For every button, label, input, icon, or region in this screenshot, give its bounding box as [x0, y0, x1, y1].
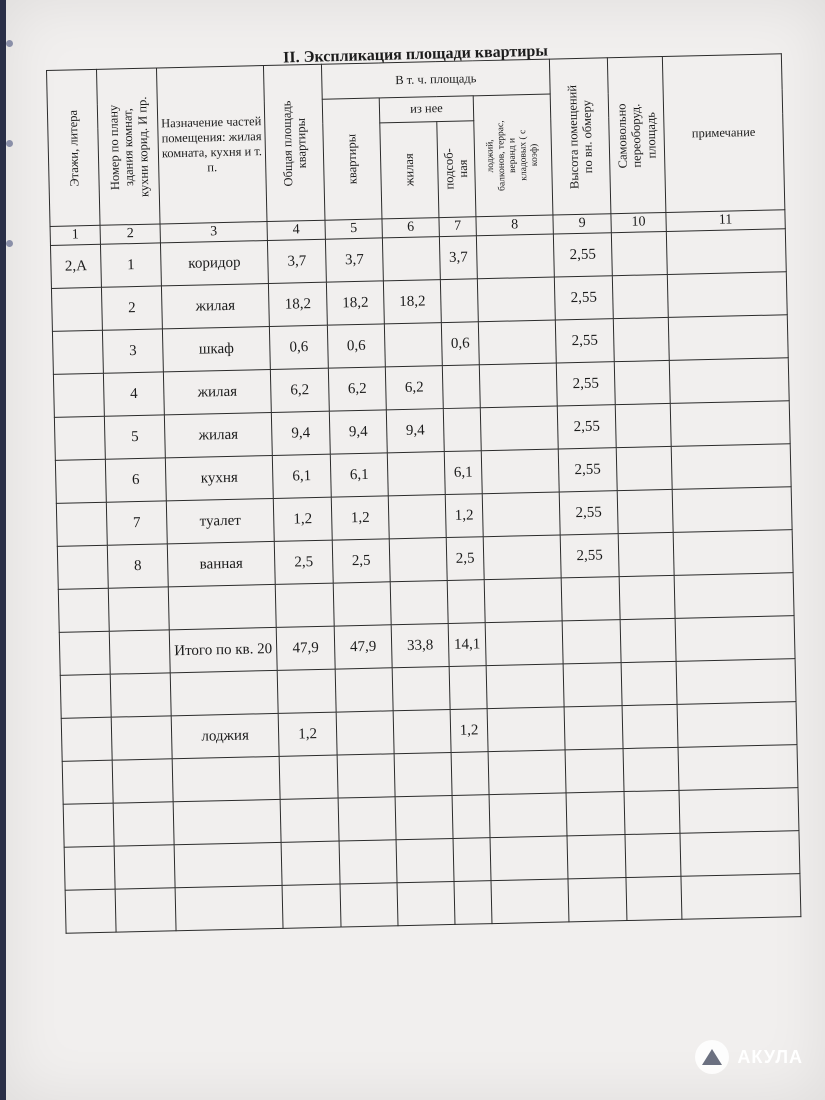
utility-area-cell: 6,1: [444, 451, 482, 495]
room-name-cell: ванная: [167, 541, 275, 586]
note-cell: [669, 358, 789, 404]
apartment-area-cell: 9,4: [329, 410, 387, 454]
floor-cell: [53, 373, 104, 417]
total-area-cell: 2,5: [274, 540, 333, 584]
self-rebuild-cell: [613, 317, 669, 361]
document-title: II. Экспликация площади квартиры: [282, 42, 549, 67]
self-rebuild-cell: [617, 489, 673, 533]
column-number: 9: [553, 214, 611, 234]
room-number-cell: 2: [101, 286, 162, 330]
note-cell: [666, 229, 786, 275]
apartment-area-cell: 1,2: [331, 496, 389, 540]
utility-area-cell: [443, 408, 481, 452]
self-rebuild-cell: [616, 446, 672, 490]
loggia-area-cell: [476, 234, 554, 279]
binder-hole: [6, 40, 13, 47]
utility-area-cell: [442, 365, 480, 409]
utility-area-cell: 0,6: [441, 322, 479, 366]
height-cell: 2,55: [555, 319, 614, 363]
utility-area-cell: 2,5: [446, 537, 484, 581]
floor-cell: [57, 545, 108, 589]
utility-area-cell: 3,7: [439, 236, 477, 280]
floor-cell: [52, 330, 103, 374]
header-total-area: Общая площадь квартиры: [263, 64, 325, 221]
living-area-cell: [387, 452, 445, 496]
column-number: 4: [267, 220, 325, 240]
total-area-cell: 9,4: [271, 411, 330, 455]
total-area-cell: 3,7: [267, 239, 326, 283]
height-cell: 2,55: [557, 405, 616, 449]
apartment-area-cell: 6,2: [328, 367, 386, 411]
height-cell: 2,55: [553, 233, 612, 277]
height-cell: 2,55: [554, 276, 613, 320]
living-area-cell: 18,2: [383, 280, 441, 324]
loggia-total-value: 1,2: [278, 712, 337, 756]
loggia-area-cell: [479, 363, 557, 408]
column-number: 7: [439, 217, 476, 237]
note-cell: [671, 444, 791, 490]
header-purpose: Назначение частей помещения: жилая комната, кухня и т. п.: [156, 66, 267, 224]
utility-area-cell: 1,2: [445, 494, 483, 538]
room-number-cell: 1: [100, 243, 161, 287]
total-apartment-value: 47,9: [334, 625, 392, 669]
room-name-cell: жилая: [163, 369, 271, 414]
floor-cell: [55, 459, 106, 503]
total-living-value: 33,8: [391, 624, 449, 668]
total-label: Итого по кв. 20: [169, 627, 277, 672]
room-name-cell: кухня: [165, 455, 273, 500]
header-living: жилая: [380, 122, 439, 219]
room-name-cell: коридор: [160, 241, 268, 286]
header-of-which: из нее: [379, 96, 474, 123]
explication-table: [46, 53, 801, 933]
header-room-number: Номер по плану здания комнат, кухни корид. И пр.: [96, 68, 160, 225]
height-cell: 2,55: [556, 362, 615, 406]
header-self-rebuild: Самовольно переоборуд. площадь: [607, 57, 666, 214]
total-area-cell: 0,6: [269, 325, 328, 369]
loggia-utility-value: 1,2: [450, 709, 488, 753]
room-number-cell: 4: [103, 372, 164, 416]
room-name-cell: жилая: [161, 284, 269, 329]
binder-hole: [6, 140, 13, 147]
living-area-cell: [389, 538, 447, 582]
header-incl-area: В т. ч. площадь: [321, 59, 550, 99]
header-apartment: квартиры: [322, 98, 382, 220]
column-number: 10: [611, 212, 666, 232]
total-area-cell: 6,2: [270, 368, 329, 412]
header-loggia: лоджий, балконов, террас, веранд и кладовых ( с коэф): [473, 94, 553, 217]
self-rebuild-cell: [611, 231, 667, 275]
header-utility: подсоб- ная: [437, 121, 476, 218]
height-cell: 2,55: [558, 448, 617, 492]
loggia-area-cell: [481, 449, 559, 494]
room-number-cell: 5: [104, 415, 165, 459]
floor-cell: 2,А: [50, 244, 101, 288]
note-cell: [670, 401, 790, 447]
room-number-cell: 6: [105, 458, 166, 502]
loggia-area-cell: [478, 320, 556, 365]
note-cell: [668, 315, 788, 361]
living-area-cell: 6,2: [385, 366, 443, 410]
column-number: 5: [325, 219, 382, 239]
explication-sheet: [46, 53, 800, 929]
room-name-cell: туалет: [166, 498, 274, 543]
total-area-cell: 6,1: [272, 454, 331, 498]
living-area-cell: 9,4: [386, 409, 444, 453]
height-cell: 2,55: [559, 491, 618, 535]
loggia-area-cell: [477, 277, 555, 322]
self-rebuild-cell: [612, 274, 668, 318]
note-cell: [667, 272, 787, 318]
apartment-area-cell: 0,6: [327, 324, 385, 368]
header-floor: Этажи, литера: [47, 69, 101, 226]
column-number: 11: [666, 210, 785, 232]
room-number-cell: 3: [102, 329, 163, 373]
document-page: [6, 0, 825, 1100]
column-number: 2: [100, 224, 160, 244]
loggia-label: лоджия: [171, 713, 279, 758]
loggia-area-cell: [482, 492, 560, 537]
self-rebuild-cell: [615, 403, 671, 447]
watermark-logo: [695, 1040, 803, 1074]
loggia-area-cell: [480, 406, 558, 451]
floor-cell: [51, 287, 102, 331]
header-note: примечание: [662, 54, 785, 213]
shark-logo-icon: [695, 1040, 729, 1074]
room-number-cell: 8: [107, 544, 168, 588]
column-number: 6: [382, 218, 439, 238]
height-cell: 2,55: [560, 534, 619, 578]
column-number: 3: [160, 222, 267, 243]
header-height: Высота помещений по вн. обмеру: [549, 58, 611, 215]
note-cell: [672, 487, 792, 533]
living-area-cell: [388, 495, 446, 539]
column-number: 8: [476, 215, 553, 236]
utility-area-cell: [440, 279, 478, 323]
apartment-area-cell: 6,1: [330, 453, 388, 497]
total-area-value: 47,9: [276, 626, 335, 670]
room-name-cell: шкаф: [162, 326, 270, 371]
note-cell: [673, 530, 793, 576]
self-rebuild-cell: [614, 360, 670, 404]
binder-hole: [6, 240, 13, 247]
apartment-area-cell: 3,7: [325, 238, 383, 282]
floor-cell: [54, 416, 105, 460]
watermark-text: АКУЛА: [737, 1046, 803, 1067]
room-name-cell: жилая: [164, 412, 272, 457]
self-rebuild-cell: [618, 532, 674, 576]
total-utility-value: 14,1: [448, 623, 486, 667]
living-area-cell: [382, 237, 440, 281]
room-number-cell: 7: [106, 501, 167, 545]
apartment-area-cell: 2,5: [332, 539, 390, 583]
column-number: 1: [50, 225, 100, 245]
living-area-cell: [384, 323, 442, 367]
floor-cell: [56, 502, 107, 546]
total-area-cell: 18,2: [268, 282, 327, 326]
loggia-area-cell: [483, 535, 561, 580]
total-area-cell: 1,2: [273, 497, 332, 541]
apartment-area-cell: 18,2: [326, 281, 384, 325]
